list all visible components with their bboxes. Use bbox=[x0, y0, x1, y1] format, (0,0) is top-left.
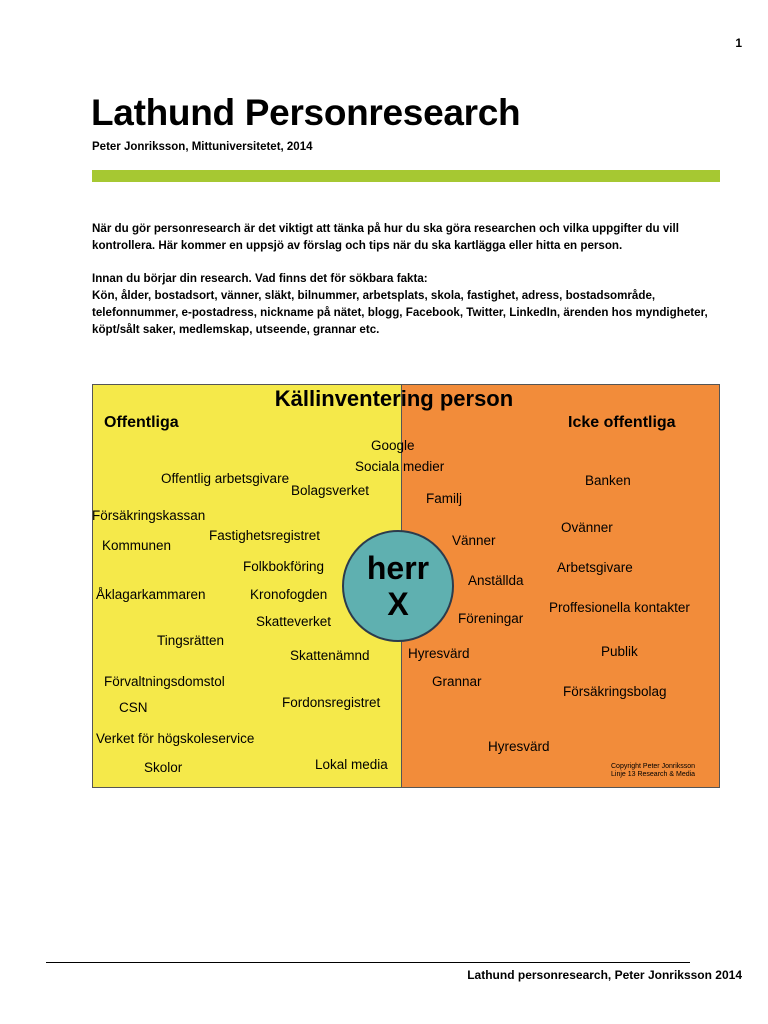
source-private: Försäkringsbolag bbox=[563, 684, 667, 699]
public-heading: Offentliga bbox=[104, 414, 179, 431]
research-paragraph bbox=[92, 270, 720, 338]
source-public: Bolagsverket bbox=[291, 483, 370, 498]
private-heading: Icke offentliga bbox=[568, 414, 676, 431]
source-public: Fastighetsregistret bbox=[209, 528, 321, 543]
source-public: Förvaltningsdomstol bbox=[104, 674, 225, 689]
copyright-note: Copyright Peter Jonriksson Linje 13 Research & Media bbox=[611, 763, 696, 778]
source-private: Banken bbox=[585, 473, 631, 488]
source-public: CSN bbox=[119, 700, 148, 715]
source-private: Vänner bbox=[452, 533, 496, 548]
diagram-title: Källinventering person bbox=[274, 386, 514, 411]
source-private: Ovänner bbox=[561, 520, 613, 535]
source-inventory-diagram bbox=[92, 384, 720, 788]
source-public: Skattenämnd bbox=[290, 648, 370, 663]
source-private: Familj bbox=[426, 491, 462, 506]
source-public: Tingsrätten bbox=[157, 633, 225, 648]
source-public: Kronofogden bbox=[250, 587, 328, 602]
person-label-line1: herr bbox=[366, 550, 430, 586]
source-public: Folkbokföring bbox=[243, 559, 325, 574]
source-public: Offentlig arbetsgivare bbox=[161, 471, 290, 486]
page-number: 1 bbox=[735, 36, 742, 50]
source-public: Försäkringskassan bbox=[92, 508, 206, 523]
footer-rule bbox=[46, 962, 690, 963]
source-private: Proffesionella kontakter bbox=[549, 600, 690, 615]
source-private: Anställda bbox=[468, 573, 524, 588]
intro-paragraph: När du gör personresearch är det viktigt att tänka på hur du ska göra researchen och vilka uppgifter du vill kontrollera. Här kommer en uppsjö av förslag och tips när du ska kartlägga eller hitta en person. bbox=[92, 222, 679, 252]
person-circle bbox=[342, 530, 454, 642]
source-public: Skatteverket bbox=[256, 614, 332, 629]
research-heading: Innan du börjar din research. Vad finns det för sökbara fakta: bbox=[92, 272, 428, 285]
source-public: Fordonsregistret bbox=[282, 695, 381, 710]
source-private: Arbetsgivare bbox=[557, 560, 633, 575]
source-private: Hyresvärd bbox=[488, 739, 550, 754]
source-private: Grannar bbox=[432, 674, 482, 689]
footer-text: Lathund personresearch, Peter Jonriksson 2014 bbox=[467, 968, 742, 982]
source-public: Google bbox=[371, 438, 415, 453]
source-public: Skolor bbox=[144, 760, 183, 775]
source-private: Hyresvärd bbox=[408, 646, 470, 661]
research-items: Kön, ålder, bostadsort, vänner, släkt, bilnummer, arbetsplats, skola, fastighet, adress, bostadsområde, telefonnummer, e-postadress, nickname på nätet, blogg, Facebook, Twitter, LinkedIn, ärenden hos myndigheter, köpt/sålt saker, medlemskap, utseende, grannar etc. bbox=[92, 289, 708, 336]
source-public: Kommunen bbox=[102, 538, 172, 553]
source-public: Sociala medier bbox=[355, 459, 445, 474]
document-title: Lathund Personresearch bbox=[91, 92, 521, 133]
document-subtitle: Peter Jonriksson, Mittuniversitetet, 2014 bbox=[92, 141, 313, 153]
source-public: Lokal media bbox=[315, 757, 388, 772]
person-label-line2: X bbox=[387, 586, 409, 622]
source-private: Föreningar bbox=[458, 611, 524, 626]
source-public: Åklagarkammaren bbox=[96, 587, 206, 602]
source-private: Publik bbox=[601, 644, 638, 659]
source-public: Verket för högskoleservice bbox=[96, 731, 255, 746]
accent-bar bbox=[92, 170, 720, 182]
